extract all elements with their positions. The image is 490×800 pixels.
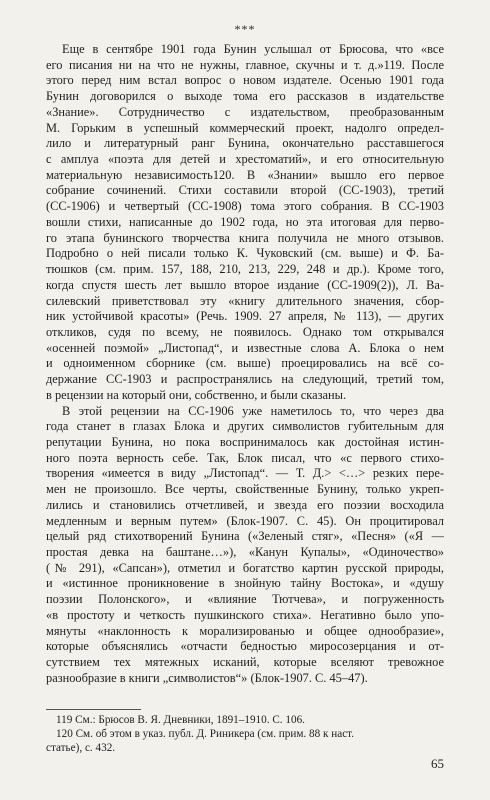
text-line: ник устойчивой красоты» (Речь. 1909. 27 апреля, № 113), — других — [46, 309, 444, 324]
text-line: Бунин договорился о выходе тома его рассказов в издательстве — [46, 89, 444, 104]
text-line: года станет в глазах Блока и других символистов губительным для — [46, 419, 444, 434]
text-line: мянуты «наклонность к морализированью и общее однообразие», — [46, 623, 444, 638]
text-line: этого перед ним встал вопрос о новом издателе. Осенью 1901 года — [46, 73, 444, 88]
text-line: целый ряд стихотворений Бунина («Зеленый стяг», «Песня» («Я — — [46, 529, 444, 544]
text-line: которые объяснялись «отчасти бедностью миросозерцания и от- — [46, 639, 444, 654]
text-line: разнообразие в книги „символистов“» (Блок-1907. С. 45–47). — [46, 670, 368, 685]
text-line: и одноименном сборнике (см. выше) проецировались на всё со- — [46, 356, 444, 371]
footnote-divider — [46, 709, 141, 710]
text-line: простая девка на баштане…»), «Канун Купалы», «Одиночество» — [46, 545, 444, 559]
text-line: репутации Бунина, но пока воспринималось как достойная истин- — [46, 434, 444, 449]
text-line: его писания ни на что не нужны, главное, скучны и т. д.»119. После — [46, 57, 444, 72]
text-line: собрание сочинений. Стихи составили второй (СС-1903), третий — [46, 183, 444, 198]
text-line: и «истинное проникновение в знойную тайну Востока», и «душу — [46, 576, 444, 591]
text-line: держание СС-1903 и распространялись на следующий, третий том, — [46, 372, 444, 387]
footnote-119: 119 См.: Брюсов В. Я. Дневники, 1891–1910. С. 106. — [56, 714, 305, 726]
text-line: откликов, судя по всему, не появилось. Однако том открывался — [46, 324, 444, 339]
footnote-120: 120 См. об этом в указ. публ. Д. Риникера (см. прим. 88 к наст. — [56, 728, 355, 740]
text-line: М. Горьким в успешный коммерческий проект, надолго определ- — [46, 120, 444, 135]
text-line: го этапа бунинского творчества книга получила не много отзывов. — [46, 230, 444, 245]
text-line: Подробно о ней писали только К. Чуковский (см. выше) и Ф. Ба- — [46, 246, 444, 261]
text-line: медленным и верным путем» (Блок-1907. С. 45). Он процитировал — [46, 513, 444, 528]
text-line: (СС-1906) и четвертый (СС-1908) тома этого собрания. В СС-1903 — [46, 199, 444, 214]
text-line: в рецензии на который они, собственно, и были сказаны. — [46, 387, 347, 402]
footnotes — [46, 713, 444, 755]
text-line: ного поэта верность себе. Так, Блок писал, что «с первого стихо- — [46, 450, 444, 465]
text-line: с амплуа «поэта для детей и хрестоматий», и его относительную — [46, 152, 444, 167]
text-line: лило и литературный ранг Бунина, окончательно расставшегося — [46, 136, 444, 151]
text-line: тюшков (см. прим. 157, 188, 210, 213, 229, 248 и др.). Кроме того, — [46, 262, 444, 277]
text-line: «в простоту и четкость пушкинского стиха». Негативно было упо- — [46, 607, 444, 622]
text-line: Еще в сентябре 1901 года Бунин услышал от Брюсова, что «все — [62, 42, 444, 56]
text-line: творения «имеется в виду „Листопад“. — Т. Д.> <…> резких пере- — [46, 466, 444, 481]
text-line: силевский приветствовал эту «книгу длительного значения, сбор- — [46, 293, 444, 308]
page-number: 65 — [431, 756, 444, 771]
section-separator: *** — [234, 22, 256, 36]
text-line: лились и становились отчетливей, и звезда его поэзии восходила — [46, 497, 444, 512]
text-line: (№ 291), «Сапсан»), отметил и богатство картин русской природы, — [46, 560, 444, 575]
text-line: «Знание». Сотрудничество с издательством, преобразованным — [46, 104, 444, 119]
text-line: сутствием тех мятежных исканий, которые вселяют тревожное — [46, 655, 444, 670]
body-text — [46, 42, 444, 686]
text-line: вошли стихи, написанные до 1902 года, но эта итоговая для перво- — [46, 214, 444, 229]
text-line: поэзии Полонского», и «влияние Тютчева», и погруженность — [46, 592, 444, 607]
text-line: В этой рецензии на СС-1906 уже наметилось то, что через два — [62, 403, 444, 418]
text-line: материальную независимость120. В «Знании» вышло его первое — [46, 167, 444, 182]
text-line: мен не произошло. Все черты, свойственные Бунину, только укреп- — [46, 482, 444, 497]
text-line: «осенней поэмой» „Листопад“, и известные слова А. Блока о нем — [46, 340, 444, 355]
text-line: когда спустя шесть лет вышло второе издание (СС-1909(2)), Л. Ва- — [46, 277, 444, 292]
footnote-120-continued: статье), с. 432. — [46, 742, 116, 754]
